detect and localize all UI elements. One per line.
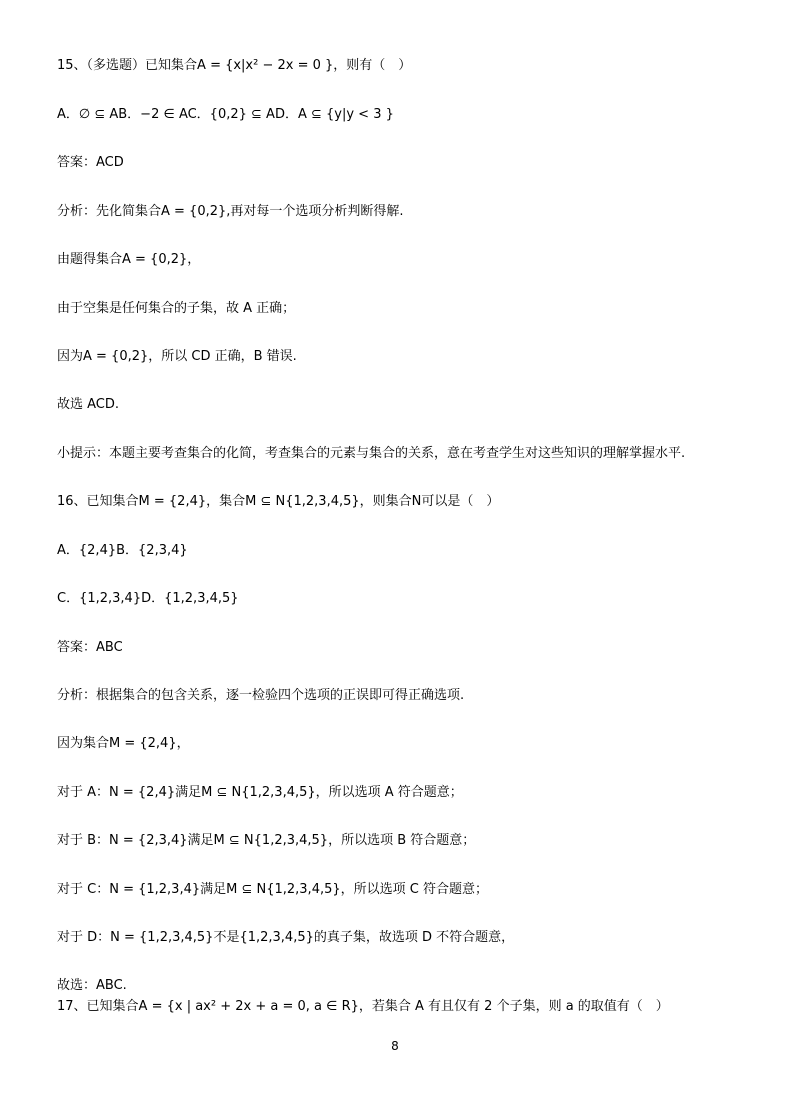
q15-tip: 小提示：本题主要考查集合的化简，考查集合的元素与集合的关系，意在考查学生对这些知识的理解掌握水平. (57, 446, 686, 461)
q15-step-2: 由于空集是任何集合的子集，故 A 正确； (57, 301, 296, 316)
q17-stem: 17、已知集合A = {x | ax² + 2x + a = 0, a ∈ R}，若集合 A 有且仅有 2 个子集，则 a 的取值有（ ） (57, 999, 669, 1014)
q16-check-c: 对于 C：N = {1,2,3,4}满足M ⊆ N{1,2,3,4,5}，所以选项 C 符合题意； (57, 882, 488, 897)
page-number: 8 (391, 1039, 399, 1053)
q16-options-ab: A．{2,4}B．{2,3,4} (57, 543, 188, 558)
q15-analysis: 分析：先化简集合A = {0,2},再对每一个选项分析判断得解. (57, 204, 404, 219)
q16-check-a: 对于 A：N = {2,4}满足M ⊆ N{1,2,3,4,5}，所以选项 A 符合题意； (57, 785, 463, 800)
q16-options-cd: C．{1,2,3,4}D．{1,2,3,4,5} (57, 591, 239, 606)
q15-step-1: 由题得集合A = {0,2}， (57, 252, 201, 267)
q15-answer: 答案：ACD (57, 155, 124, 170)
q15-step-3: 因为A = {0,2}，所以 CD 正确，B 错误. (57, 349, 297, 364)
q16-check-d: 对于 D：N = {1,2,3,4,5}不是{1,2,3,4,5}的真子集，故选项 D 不符合题意， (57, 930, 515, 945)
q15-stem: 15、（多选题）已知集合A = {x|x² − 2x = 0 }，则有（ ） (57, 58, 412, 73)
q16-answer: 答案：ABC (57, 640, 123, 655)
q16-conclusion: 故选：ABC. (57, 978, 127, 993)
q15-conclusion: 故选 ACD. (57, 397, 120, 412)
q16-stem: 16、已知集合M = {2,4}，集合M ⊆ N{1,2,3,4,5}，则集合N可以是（ ） (57, 494, 500, 509)
q16-check-b: 对于 B：N = {2,3,4}满足M ⊆ N{1,2,3,4,5}，所以选项 B 符合题意； (57, 833, 476, 848)
q16-analysis: 分析：根据集合的包含关系，逐一检验四个选项的正误即可得正确选项. (57, 688, 465, 703)
q15-options: A．∅ ⊆ AB．−2 ∈ AC．{0,2} ⊆ AD．A ⊆ {y|y < 3 } (57, 107, 394, 122)
q16-step-1: 因为集合M = {2,4}， (57, 736, 190, 751)
